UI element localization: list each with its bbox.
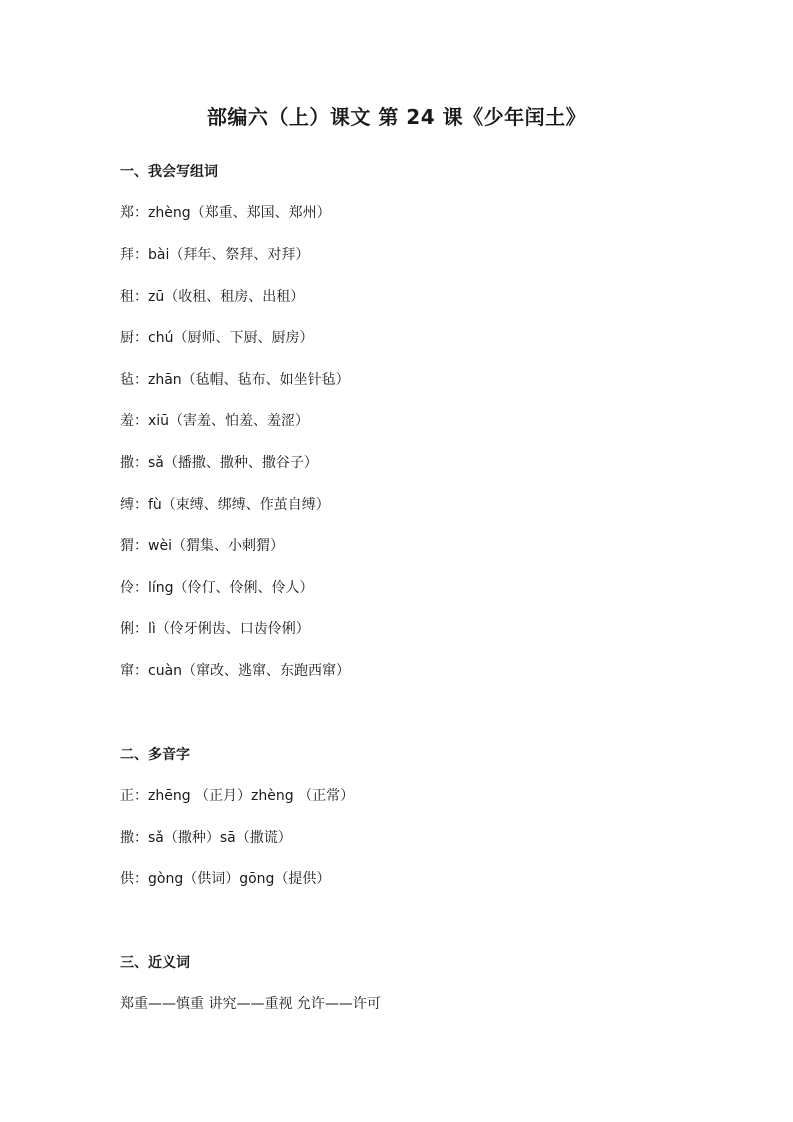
list-item: 供：gòng（供词）gōng（提供） (120, 871, 331, 887)
list-item: 厨：chú（厨师、下厨、厨房） (120, 330, 314, 346)
list-item: 俐：lì（伶牙俐齿、口齿伶俐） (120, 621, 310, 637)
section-heading-polyphones: 二、多音字 (120, 747, 190, 763)
list-item: 窜：cuàn（窜改、逃窜、东跑西窜） (120, 663, 351, 679)
list-item: 正：zhēng （正月）zhèng （正常） (120, 788, 355, 804)
list-item: 撒：sǎ（撒种）sā（撒谎） (120, 830, 292, 846)
section-heading-vocabulary: 一、我会写组词 (120, 164, 218, 180)
list-item: 郑：zhèng（郑重、郑国、郑州） (120, 205, 331, 221)
list-item: 羞：xiū（害羞、怕羞、羞涩） (120, 413, 310, 429)
list-item: 拜：bài（拜年、祭拜、对拜） (120, 247, 310, 263)
section-heading-synonyms: 三、近义词 (120, 955, 190, 971)
list-item: 缚：fù（束缚、绑缚、作茧自缚） (120, 497, 330, 513)
list-item: 撒：sǎ（播撒、撒种、撒谷子） (120, 455, 318, 471)
list-item: 猬：wèi（猬集、小刺猬） (120, 538, 284, 554)
list-item: 郑重——慎重 讲究——重视 允许——许可 (120, 996, 381, 1012)
list-item: 毡：zhān（毡帽、毡布、如坐针毡） (120, 372, 350, 388)
list-item: 租：zū（收租、租房、出租） (120, 289, 305, 305)
page-title: 部编六（上）课文 第 24 课《少年闰土》 (206, 105, 587, 129)
list-item: 伶：líng（伶仃、伶俐、伶人） (120, 580, 314, 596)
